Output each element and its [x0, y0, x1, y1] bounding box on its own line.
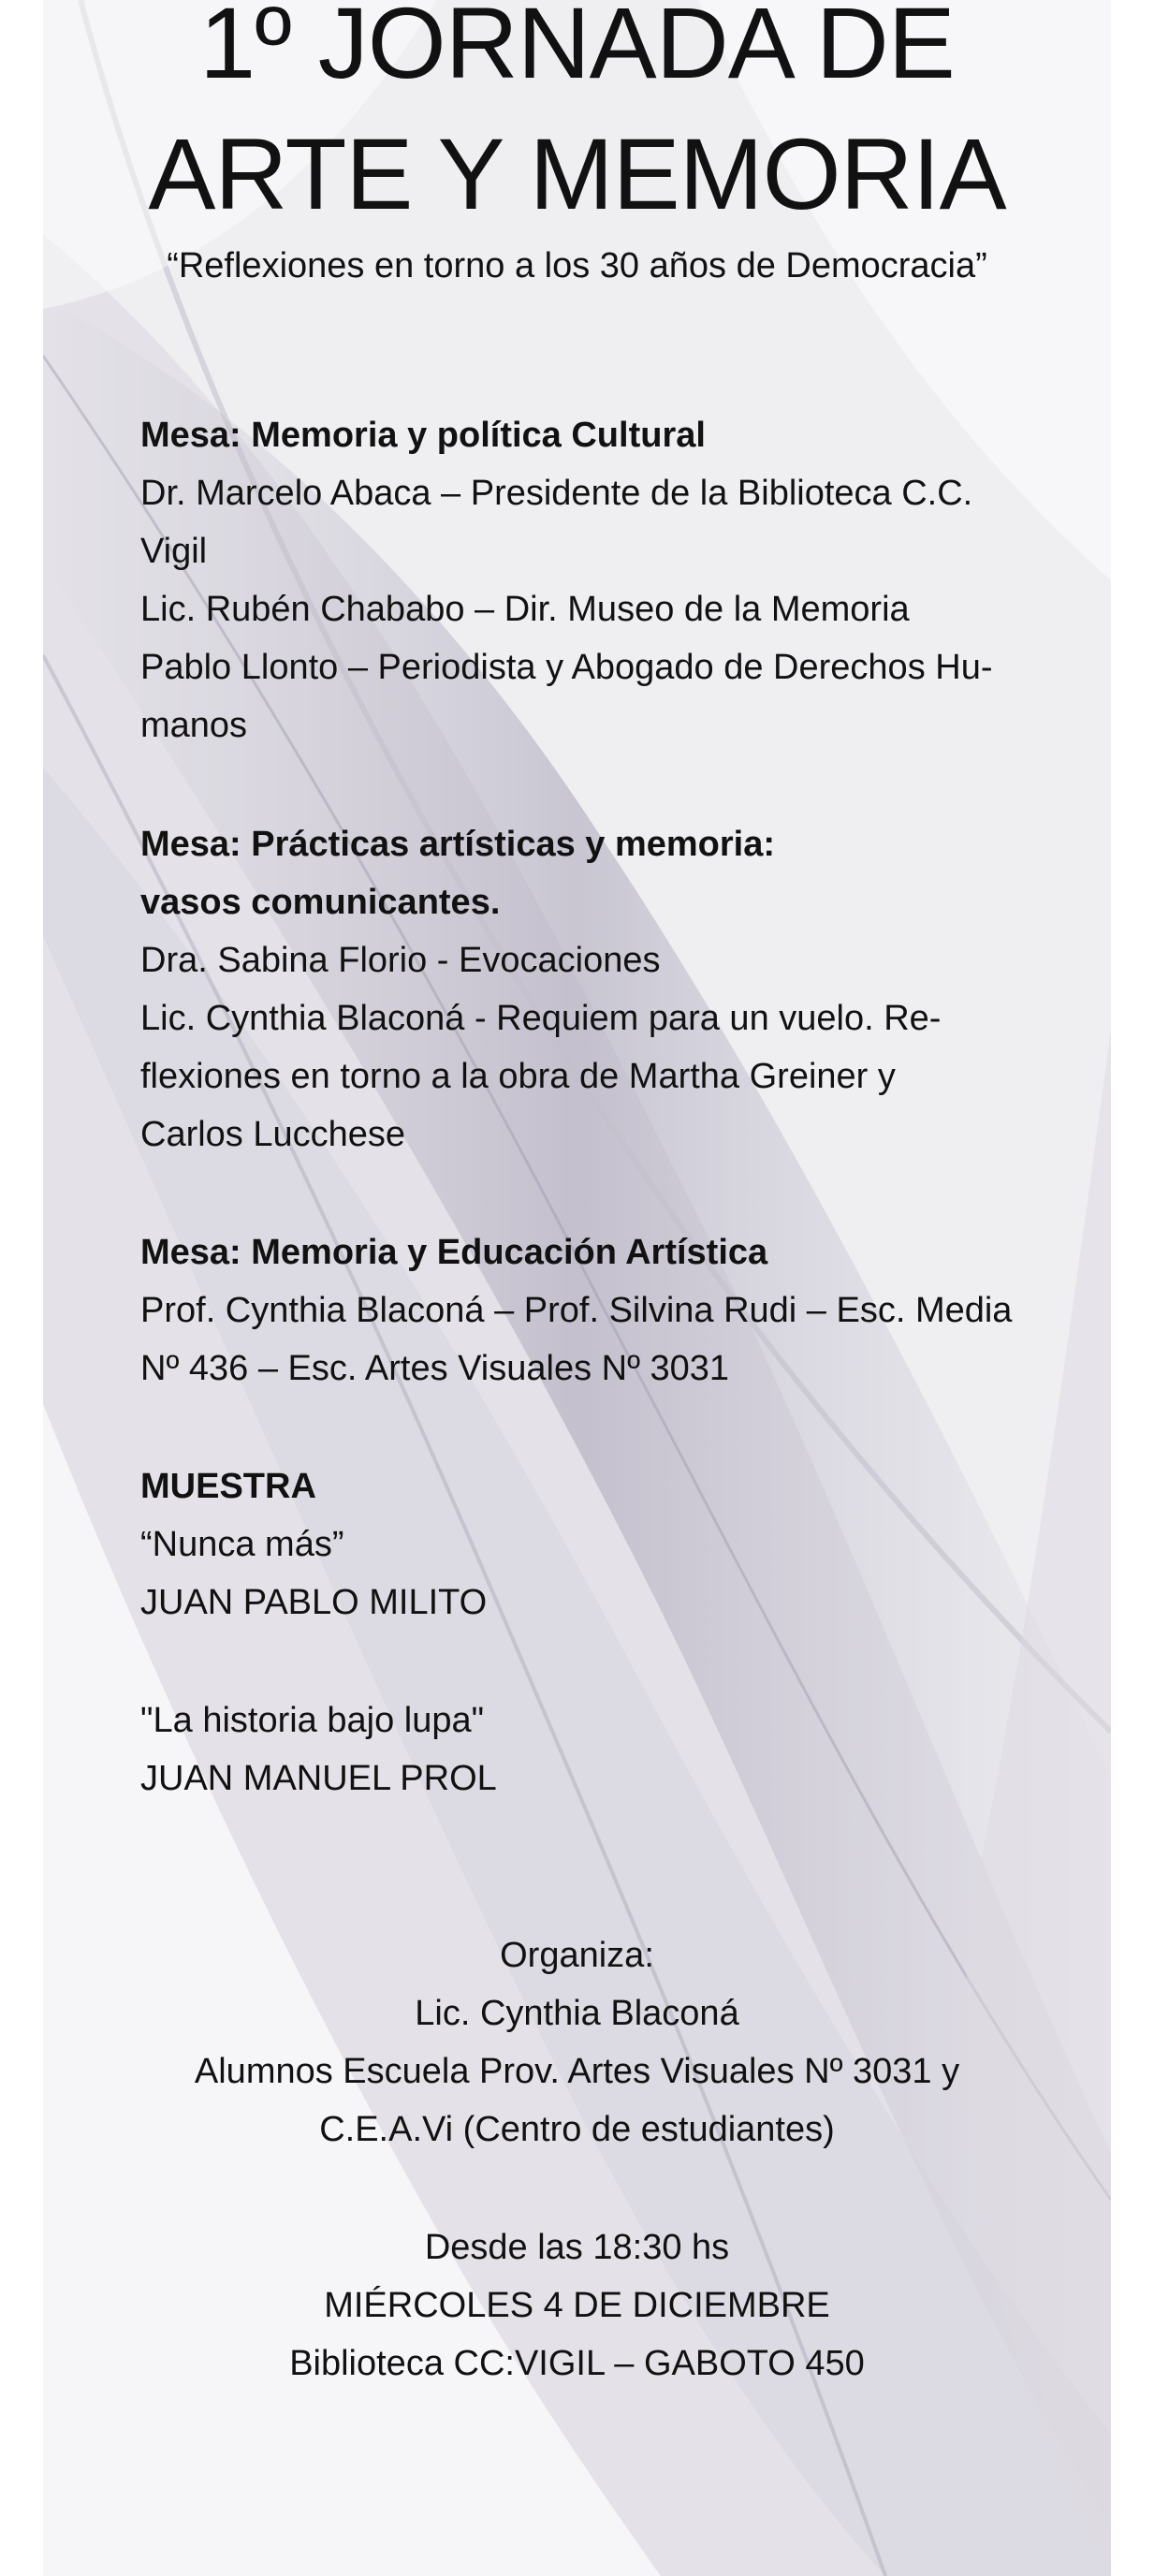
event-poster [43, 0, 1111, 2576]
muestra-work-2-title: "La historia bajo lupa" [140, 1701, 485, 1740]
mesa-practicas-artisticas [140, 815, 1076, 1164]
organiza-line: Alumnos Escuela Prov. Artes Visuales Nº 3031 y [194, 2052, 960, 2091]
mesa-1-line: manos [140, 706, 248, 745]
event-venue: Biblioteca CC:VIGIL – GABOTO 450 [289, 2344, 865, 2383]
mesa-2-line: Lic. Cynthia Blaconá - Requiem para un vuelo. Re- [140, 999, 942, 1038]
mesa-2-line: flexiones en torno a la obra de Martha Greiner y [140, 1057, 896, 1096]
mesa-2-line: Dra. Sabina Florio - Evocaciones [140, 941, 661, 980]
organiza-line: C.E.A.Vi (Centro de estudiantes) [319, 2110, 835, 2149]
mesa-1-heading: Mesa: Memoria y política Cultural [140, 416, 706, 455]
mesa-1-line: Lic. Rubén Chababo – Dir. Museo de la Memoria [140, 590, 910, 629]
poster-content [43, 0, 1111, 2576]
organiza-line: Lic. Cynthia Blaconá [415, 1994, 739, 2033]
mesa-1-line: Dr. Marcelo Abaca – Presidente de la Biblioteca C.C. [140, 474, 973, 513]
muestra-work-2-artist: JUAN MANUEL PROL [140, 1759, 497, 1798]
muestra-work-2 [140, 1691, 1076, 1808]
mesa-3-heading: Mesa: Memoria y Educación Artística [140, 1233, 768, 1272]
muestra-section [140, 1457, 1076, 1632]
mesa-3-line: Nº 436 – Esc. Artes Visuales Nº 3031 [140, 1349, 730, 1388]
muestra-work-1-title: “Nunca más” [140, 1525, 344, 1564]
mesa-2-line: Carlos Lucchese [140, 1115, 406, 1154]
organiza-section [43, 1926, 1111, 2159]
subtitle: “Reflexiones en torno a los 30 años de Democracia” [167, 246, 987, 285]
event-date: MIÉRCOLES 4 DE DICIEMBRE [324, 2286, 830, 2325]
mesa-3-line: Prof. Cynthia Blaconá – Prof. Silvina Rudi – Esc. Media [140, 1291, 1013, 1330]
mesa-2-heading-line-1: Mesa: Prácticas artísticas y memoria: [140, 825, 776, 864]
muestra-work-1-artist: JUAN PABLO MILITO [140, 1583, 488, 1622]
event-details [43, 2218, 1111, 2393]
mesa-memoria-politica-cultural [140, 406, 1076, 754]
mesa-memoria-educacion-artistica [140, 1223, 1076, 1398]
mesa-2-heading-line-2: vasos comunicantes. [140, 883, 501, 922]
title-line-2: ARTE Y MEMORIA [148, 117, 1006, 230]
event-time: Desde las 18:30 hs [424, 2228, 730, 2267]
muestra-heading: MUESTRA [140, 1467, 316, 1506]
organiza-line: Organiza: [500, 1936, 654, 1975]
mesa-1-line: Vigil [140, 532, 208, 571]
title-line-1: 1º JORNADA DE [199, 0, 955, 99]
mesa-1-line: Pablo Llonto – Periodista y Abogado de Derechos Hu- [140, 648, 993, 687]
